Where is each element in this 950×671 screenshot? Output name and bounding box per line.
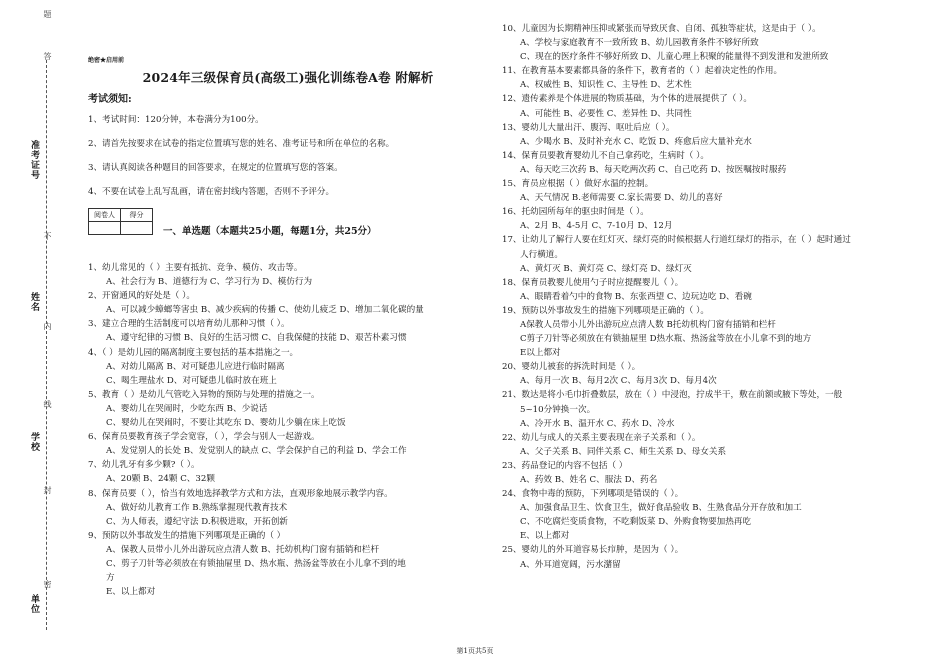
answer-options: A、眼睛看着勺中的食物 B、东张西望 C、边玩边吃 D、看碗 bbox=[520, 291, 752, 302]
question-stem: 23、药品登记的内容不包括（ ） bbox=[502, 460, 628, 471]
seal-mark: 线 bbox=[43, 400, 52, 408]
score-cell[interactable] bbox=[121, 222, 153, 235]
answer-options: 人行横道。 bbox=[520, 249, 563, 260]
answer-options: A、发觉别人的长处 B、发觉别人的缺点 C、学会保护自己的利益 D、学会工作 bbox=[106, 446, 407, 457]
score-section bbox=[88, 208, 488, 235]
question-stem: 17、让幼儿了解行人要在红灯灭、绿灯亮的时候根据人行道红绿灯的指示，在（ ）起时通过 bbox=[502, 235, 851, 246]
exam-title: 2024年三级保育员(高级工)强化训练卷A卷 附解析 bbox=[142, 70, 434, 85]
answer-options: C、喝生理盐水 D、对可疑患儿临时放在班上 bbox=[106, 375, 277, 386]
seal-mark: 题 bbox=[43, 10, 52, 18]
question-stem: 9、预防以外事故发生的措施下列哪项是正确的（ ） bbox=[88, 530, 286, 541]
seal-dashed-line bbox=[46, 60, 47, 630]
question-stem: 7、幼儿乳牙有多少颗?（ ）。 bbox=[88, 460, 200, 471]
question-stem: 11、在教育基本要素都具备的条件下，教育者的（ ）起着决定性的作用。 bbox=[502, 66, 783, 77]
answer-options: C、不吃腐烂变质食物，不吃剩饭菜 D、外购食物要加热再吃 bbox=[520, 517, 752, 528]
answer-options: C、现在的医疗条件不够好所致 D、儿童心理上积聚的能量得不到发泄和发泄所致 bbox=[520, 52, 829, 63]
question-stem: 1、幼儿常见的（ ）主要有抵抗、竞争、模仿、攻击等。 bbox=[88, 263, 303, 273]
answer-options: A、婴幼儿在哭闹时，少吃东西 B、少说话 bbox=[106, 403, 268, 414]
answer-options: A、保教人员带小儿外出游玩应点清人数 B、托幼机构门窗有插销和栏杆 bbox=[106, 544, 380, 555]
question-stem: 25、婴幼儿的外耳道容易长疖肿，是因为（ ）。 bbox=[502, 545, 684, 556]
answer-options: A、外耳道宽阔，污水潴留 bbox=[520, 559, 621, 570]
question-stem: 4、（ ）是幼儿园的隔离制度主要包括的基本措施之一。 bbox=[88, 347, 299, 358]
answer-options: E、以上都对 bbox=[520, 531, 570, 542]
left-column bbox=[88, 55, 488, 599]
secret-tag: 绝密★启用前 bbox=[88, 57, 125, 64]
question-stem: 20、婴幼儿被套的拆洗时间是（ ）。 bbox=[502, 362, 641, 373]
answer-options: C剪子刀针等必须放在有锁抽屉里 D热水瓶、热汤盆等放在小儿拿不到的地方 bbox=[520, 334, 812, 345]
seal-mark: 密 bbox=[43, 580, 52, 588]
question-stem: 13、婴幼儿大量出汗、腹泻、呕吐后应（ ）。 bbox=[502, 122, 675, 133]
question-stem: 8、保育员要（ ），恰当有效地选择教学方式和方法，直观形象地展示教学内容。 bbox=[88, 488, 393, 499]
answer-options: A、黄灯灭 B、黄灯亮 C、绿灯亮 D、绿灯灭 bbox=[520, 263, 692, 274]
page-footer: 第1页共5页 bbox=[456, 647, 494, 655]
question-stem: 10、儿童因为长期精神压抑或紧张而导致厌食、自闭、孤独等症状，这是由于（ ）。 bbox=[502, 24, 821, 34]
notice-item: 2、请首先按要求在试卷的指定位置填写您的姓名、准考证号和所在单位的名称。 bbox=[88, 139, 395, 149]
question-stem: 21、数达是将小毛巾折叠数层，放在（ ）中浸泡，拧成半干，敷在前额或腋下等处，一般 bbox=[502, 390, 843, 401]
question-stem: 16、托幼园所每年的驱虫时间是（ ）。 bbox=[502, 207, 649, 218]
answer-options: C、为人师表，遵纪守法 D.积极进取，开拓创新 bbox=[106, 516, 288, 527]
name-label: 姓名 bbox=[29, 292, 39, 312]
question-stem: 12、遗传素养是个体进展的物质基础，为个体的进展提供了（ ）。 bbox=[502, 94, 752, 105]
answer-options: C、剪子刀针等必须放在有锁抽屉里 D、热水瓶、热汤盆等放在小儿拿不到的地 bbox=[106, 558, 406, 569]
answer-options: 5~10分钟换一次。 bbox=[520, 404, 596, 415]
answer-options: A、做好幼儿教育工作 B.熟练掌握现代教育技术 bbox=[106, 502, 288, 513]
seal-mark: 封 bbox=[43, 486, 52, 494]
question-stem: 2、开窗通风的好处是（ ）。 bbox=[88, 291, 196, 302]
answer-options: A、天气情况 B.老师需要 C.家长需要 D、幼儿的喜好 bbox=[520, 193, 723, 204]
answer-options: A、2月 B、4-5月 C、7-10月 D、12月 bbox=[520, 221, 673, 232]
question-list-right bbox=[502, 22, 922, 572]
question-stem: 6、保育员要教育孩子学会宽容，（ ），学会与别人一起游戏。 bbox=[88, 432, 320, 443]
notice-item: 1、考试时间：120分钟，本卷满分为100分。 bbox=[88, 115, 264, 125]
answer-options: A、药效 B、姓名 C、服法 D、药名 bbox=[520, 475, 658, 485]
question-stem: 18、保育员教婴儿使用勺子时应提醒婴儿（ ）。 bbox=[502, 277, 684, 288]
answer-options: A、父子关系 B、同伴关系 C、师生关系 D、母女关系 bbox=[520, 446, 727, 457]
answer-options: C、婴幼儿在哭闹时，不要让其吃东 D、婴幼儿少躺在床上吃饭 bbox=[106, 418, 346, 429]
unit-label: 单位 bbox=[29, 594, 39, 614]
question-stem: 19、预防以外事故发生的措施下列哪项是正确的（ ）。 bbox=[502, 305, 710, 316]
question-list-left bbox=[88, 261, 488, 599]
answer-options: A、加强食品卫生、饮食卫生，做好食品验收 B、生熟食品分开存放和加工 bbox=[520, 503, 802, 514]
notice-item: 4、不要在试卷上乱写乱画，请在密封线内答题，否则不予评分。 bbox=[88, 187, 335, 197]
section-title: 一、单选题（本题共25小题，每题1分，共25分） bbox=[163, 226, 377, 237]
answer-options: A、20颗 B、24颗 C、32颗 bbox=[106, 474, 215, 485]
score-table bbox=[88, 208, 153, 235]
seal-mark: 答 bbox=[43, 52, 52, 60]
answer-options: A、少喝水 B、及时补充水 C、吃饭 D、疼愈后应大量补充水 bbox=[520, 136, 752, 147]
answer-options: E以上都对 bbox=[520, 348, 561, 359]
answer-options: A、每月一次 B、每月2次 C、每月3次 D、每月4次 bbox=[520, 376, 717, 387]
right-column bbox=[502, 22, 922, 572]
score-cell[interactable] bbox=[89, 222, 121, 235]
notice-item: 3、请认真阅读各种题目的回答要求，在规定的位置填写您的答案。 bbox=[88, 163, 343, 173]
answer-options: A、每天吃三次药 B、每天吃两次药 C、自己吃药 D、按医嘱按时服药 bbox=[520, 164, 787, 175]
answer-options: A、学校与家庭教育不一致所致 B、幼儿园教育条件不够好所致 bbox=[520, 38, 759, 49]
seal-mark: 不 bbox=[43, 232, 52, 240]
question-stem: 14、保育员要教育婴幼儿不自己拿药吃，生病时（ ）。 bbox=[502, 150, 710, 161]
score-header-score: 得分 bbox=[121, 209, 153, 222]
question-stem: 5、教育（ ）是幼儿气管吃入异物的预防与处理的措施之一。 bbox=[88, 389, 320, 400]
answer-options: E、以上都对 bbox=[106, 587, 156, 598]
answer-options: A、冷开水 B、温开水 C、药水 D、冷水 bbox=[520, 418, 675, 429]
question-stem: 15、育员应根据（ ）做好水温的控制。 bbox=[502, 179, 654, 190]
question-stem: 3、建立合理的生活制度可以培育幼儿那种习惯（ ）。 bbox=[88, 319, 290, 330]
answer-options: A、社会行为 B、道德行为 C、学习行为 D、模仿行为 bbox=[106, 277, 313, 288]
notice-list bbox=[88, 108, 488, 204]
answer-options: 方 bbox=[106, 573, 115, 584]
admission-number-label: 准考证号 bbox=[29, 140, 39, 180]
answer-options: A、可能性 B、必要性 C、差异性 D、共同性 bbox=[520, 108, 692, 119]
answer-options: A、遵守纪律的习惯 B、良好的生活习惯 C、自我保健的技能 D、艰苦朴素习惯 bbox=[106, 333, 407, 344]
answer-options: A、对幼儿隔离 B、对可疑患儿应进行临时隔离 bbox=[106, 361, 285, 372]
school-label: 学校 bbox=[29, 432, 39, 452]
question-stem: 24、食物中毒的预防，下列哪项是错误的（ ）。 bbox=[502, 489, 684, 500]
score-header-grader: 阅卷人 bbox=[89, 209, 121, 222]
question-stem: 22、幼儿与成人的关系主要表现在亲子关系和（ ）。 bbox=[502, 432, 701, 443]
answer-options: A保教人员带小儿外出游玩应点清人数 B托幼机构门窗有插销和栏杆 bbox=[520, 319, 776, 330]
seal-mark: 内 bbox=[43, 322, 52, 330]
binding-margin bbox=[0, 0, 60, 671]
answer-options: A、权威性 B、知识性 C、主导性 D、艺术性 bbox=[520, 80, 692, 91]
answer-options: A、可以减少蟑螂等害虫 B、减少疾病的传播 C、使幼儿疲乏 D、增加二氧化碳的量 bbox=[106, 305, 424, 316]
notice-title: 考试须知: bbox=[88, 94, 132, 105]
